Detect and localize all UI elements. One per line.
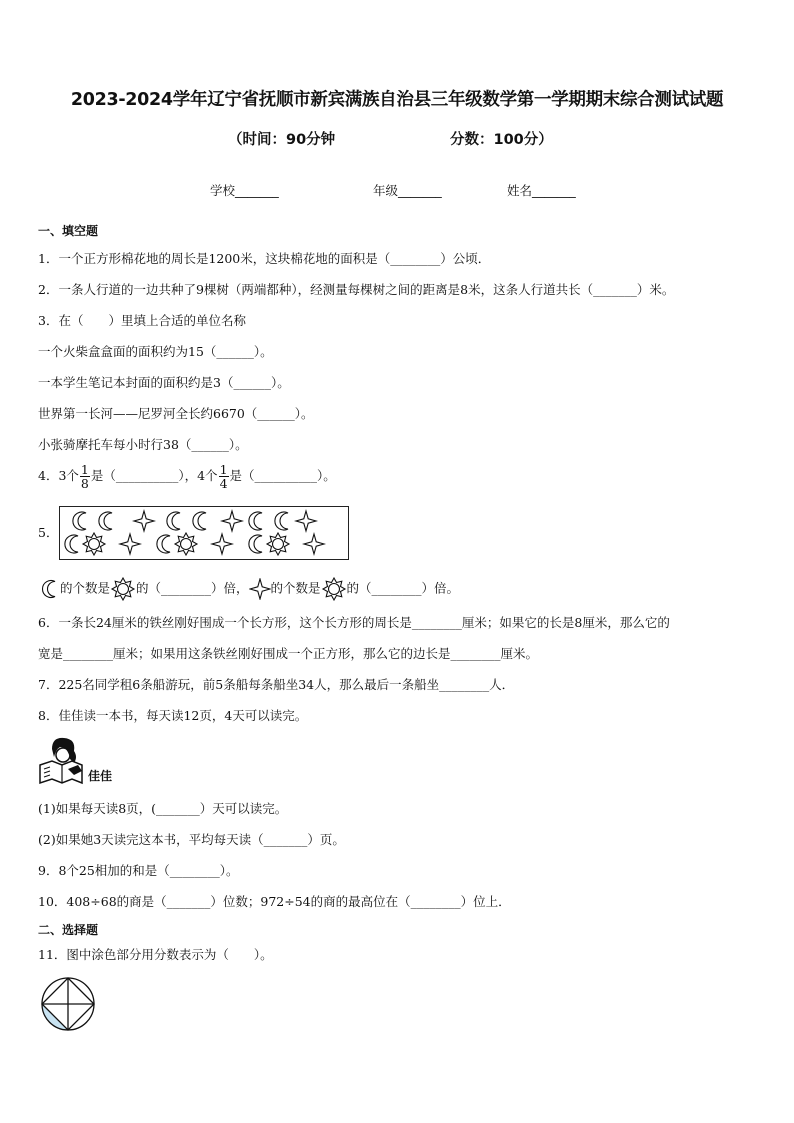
star-icon: [296, 511, 316, 531]
question-9: 9．8个25相加的和是（________）。: [38, 863, 239, 878]
page-title: 2023-2024学年辽宁省抚顺市新宾满族自治县三年级数学第一学期期末综合测试试题: [70, 90, 724, 110]
moon-icon: [167, 512, 180, 530]
q5-text: 的（________）倍。: [346, 580, 460, 596]
question-1: 1．一个正方形棉花地的周长是1200米，这块棉花地的面积是（________）公顷．: [38, 251, 491, 266]
sun-icon: [321, 576, 347, 602]
grade-field: 年级_______: [373, 183, 442, 198]
star-icon: [134, 511, 154, 531]
circle-diamond-figure: [40, 976, 96, 1036]
fraction-circle: [40, 976, 96, 1032]
girl-reading-drawing: [38, 735, 88, 787]
q4-middle: 是（__________），4个: [90, 468, 218, 483]
question-5: [40, 576, 459, 602]
question-7: 7．225名同学租6条船游玩，前5条船每条船坐34人，那么最后一条船坐________人．: [38, 677, 515, 692]
name-field: 姓名_______: [507, 183, 576, 198]
question-3a: 一个火柴盒盒面的面积约为15（______）。: [38, 344, 273, 359]
star-icon: [304, 534, 324, 554]
question-4: [38, 463, 336, 490]
question-3d: 小张骑摩托车每小时行38（______）。: [38, 437, 248, 452]
sun-icon: [83, 533, 105, 555]
girl-reading-icon: [38, 735, 118, 787]
question-8b: (2)如果她3天读完这本书，平均每天读（_______）页。: [38, 832, 345, 847]
moon-icon: [40, 579, 60, 599]
school-field: 学校_______: [210, 183, 279, 198]
numerator: 1: [219, 462, 228, 477]
moon-icon: [193, 512, 206, 530]
moon-icon: [65, 535, 78, 553]
star-icon: [120, 534, 140, 554]
moon-icon: [249, 512, 262, 530]
star-icon: [212, 534, 232, 554]
question-3b: 一本学生笔记本封面的面积约是3（______）。: [38, 375, 290, 390]
moon-icon: [249, 535, 262, 553]
sun-icon: [110, 576, 136, 602]
moon-icon: [73, 512, 86, 530]
numerator: 1: [80, 462, 89, 477]
section-title: 一、填空题: [38, 224, 99, 238]
denominator: 8: [80, 476, 89, 491]
question-5-number: 5．: [38, 525, 59, 540]
question-6a: 6．一条长24厘米的铁丝刚好围成一个长方形，这个长方形的周长是________厘米；如果它的长是8厘米，那么它的: [38, 615, 670, 630]
shape-box: [59, 506, 349, 560]
question-3c: 世界第一长河——尼罗河全长约6670（______）。: [38, 406, 314, 421]
q5-text: 的个数是: [60, 580, 111, 596]
question-8: 8．佳佳读一本书，每天读12页，4天可以读完。: [38, 708, 308, 723]
sun-icon: [175, 533, 197, 555]
q4-prefix: 4．3个: [38, 468, 79, 483]
question-3: 3．在（ ）里填上合适的单位名称: [38, 313, 246, 328]
moon-icon: [275, 512, 288, 530]
section-title: 二、选择题: [38, 923, 99, 937]
figure-caption: 佳佳: [88, 769, 113, 783]
moon-icon: [157, 535, 170, 553]
q5-text: 的个数是: [270, 580, 321, 596]
denominator: 4: [219, 476, 228, 491]
question-6b: 宽是________厘米；如果用这条铁丝刚好围成一个正方形，那么它的边长是________厘米。: [38, 646, 539, 661]
shapes-figure: [60, 507, 348, 559]
sun-icon: [267, 533, 289, 555]
question-8a: (1)如果每天读8页，(_______）天可以读完。: [38, 801, 288, 816]
fraction-one-quarter: [219, 463, 229, 490]
q4-suffix: 是（__________）。: [229, 468, 336, 483]
star-icon: [222, 511, 242, 531]
moon-icon: [99, 512, 112, 530]
question-10: 10．408÷68的商是（_______）位数；972÷54的商的最高位在（________）位上．: [38, 894, 511, 909]
star-icon: [249, 578, 271, 600]
q5-text: 的（________）倍，: [136, 580, 249, 596]
fraction-one-eighth: [80, 463, 90, 490]
exam-score: 分数：100分）: [450, 132, 553, 148]
question-2: 2．一条人行道的一边共种了9棵树（两端都种），经测量每棵树之间的距离是8米，这条人行道共长（_______）米。: [38, 282, 675, 297]
exam-time: （时间：90分钟: [228, 132, 336, 148]
question-11: 11．图中涂色部分用分数表示为（ ）。: [38, 947, 273, 962]
